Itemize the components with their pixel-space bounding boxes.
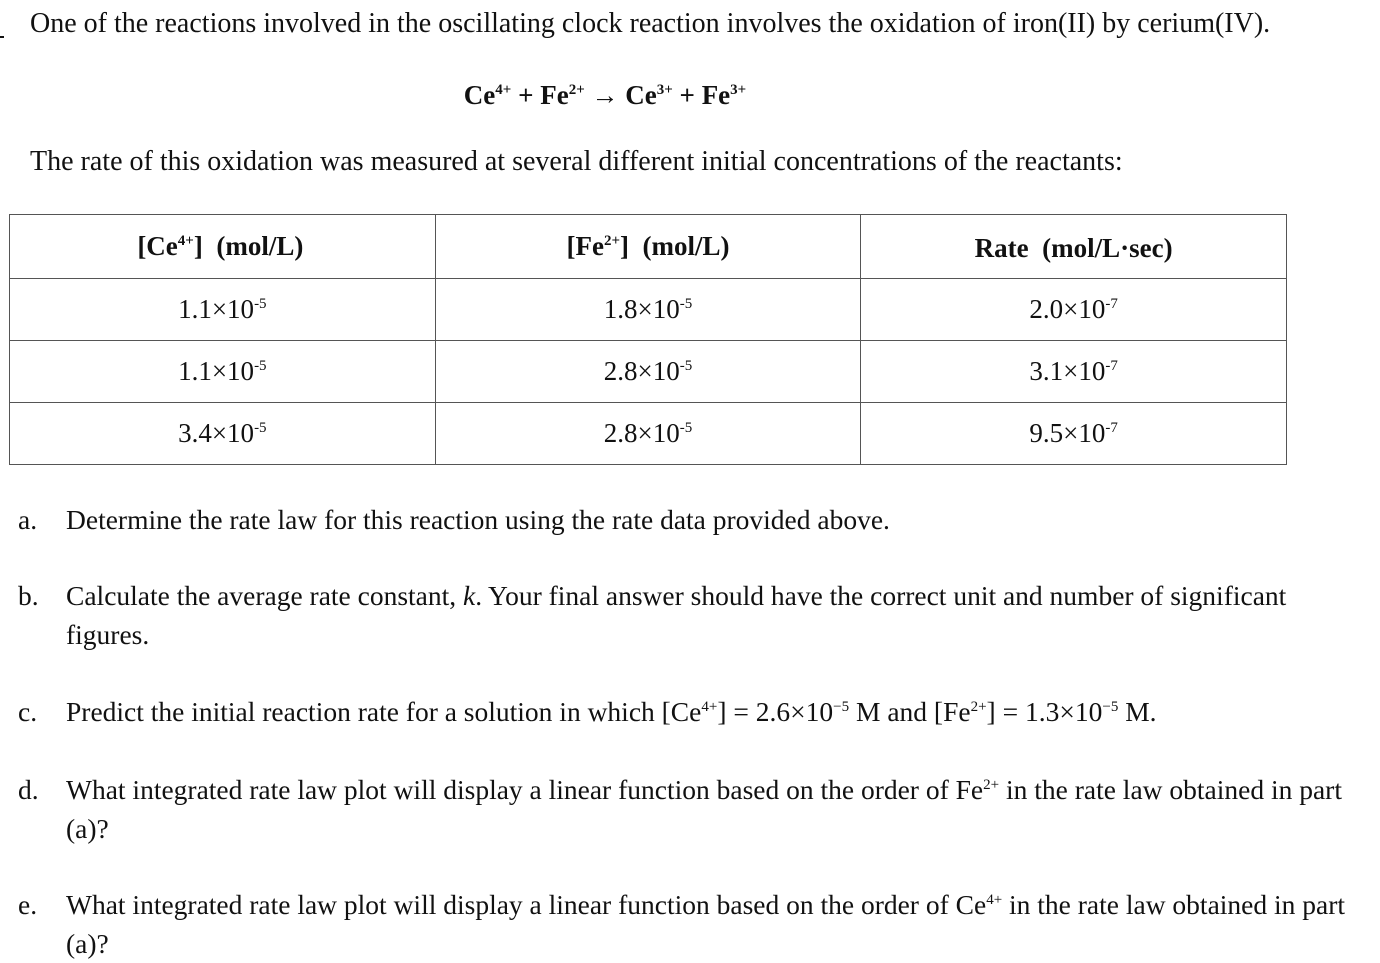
question-text [66, 576, 1366, 654]
question-text [66, 885, 1366, 963]
table-row [10, 341, 1287, 403]
cell-exponent: -5 [254, 296, 267, 312]
header-fe-concentration [435, 215, 861, 279]
question-sup: −5 [1102, 699, 1119, 715]
question-text-part: Predict the initial reaction rate for a solution in which [Ce [66, 696, 702, 727]
cell-mantissa: 3.4×10 [178, 418, 255, 448]
question-text-part: ] = 1.3×10 [986, 696, 1103, 727]
question-letter: d. [18, 774, 39, 805]
table-cell [861, 341, 1287, 403]
cell-mantissa: 1.8×10 [603, 294, 680, 324]
question-letter: b. [18, 580, 39, 611]
eq-product-1: Ce [625, 80, 657, 110]
question-text [66, 692, 1366, 731]
eq-arrow: → [584, 80, 626, 110]
eq-reactant-1-charge: 4+ [495, 82, 512, 98]
table-cell [861, 279, 1287, 341]
cell-mantissa: 3.1×10 [1029, 356, 1106, 386]
question-sup: 4+ [986, 892, 1003, 908]
cell-mantissa: 1.1×10 [178, 294, 255, 324]
table-cell [435, 279, 861, 341]
cell-mantissa: 1.1×10 [178, 356, 255, 386]
cell-exponent: -7 [1105, 358, 1118, 374]
rate-constant-symbol: k [463, 580, 476, 611]
question-text-part: What integrated rate law plot will display a linear function based on the order of Fe [66, 774, 984, 805]
table-cell [435, 341, 861, 403]
question-text [66, 770, 1366, 848]
cell-mantissa: 2.0×10 [1029, 294, 1106, 324]
header-text: [Fe [566, 231, 604, 261]
eq-product-2: Fe [701, 80, 731, 110]
page-mark [0, 36, 4, 38]
header-text: [Ce [137, 231, 178, 261]
header-text: Rate (mol/L·sec) [974, 233, 1173, 263]
cell-exponent: -5 [254, 358, 267, 374]
question-text: Determine the rate law for this reaction using the rate data provided above. [66, 504, 890, 535]
intro-text: One of the reactions involved in the oscillating clock reaction involves the oxidation of iron(II) by cerium(IV). [30, 8, 1271, 39]
question-text-part: in the rate law obtained in part (a)? [66, 774, 1349, 844]
cell-exponent: -5 [679, 420, 693, 436]
question-letter: e. [18, 889, 38, 920]
question-text-part: What integrated rate law plot will display a linear function based on the order of Ce [66, 889, 987, 920]
header-sup: 4+ [177, 233, 194, 249]
table-cell [435, 403, 861, 465]
question-letter: c. [18, 696, 38, 727]
question-text-part: M and [Fe [849, 696, 971, 727]
cell-mantissa: 9.5×10 [1029, 418, 1106, 448]
cell-exponent: -7 [1105, 420, 1118, 436]
question-sup: 2+ [983, 777, 1000, 793]
question-text-part: . Your final answer should have the correct unit and number of significant figures. [66, 580, 1294, 650]
question-text-part: Calculate the average rate constant, [66, 580, 464, 611]
table-cell [10, 341, 436, 403]
question-sup: −5 [833, 699, 850, 715]
rate-data-table [9, 214, 1287, 465]
eq-plus-2: + [672, 80, 702, 110]
eq-product-1-charge: 3+ [656, 82, 673, 98]
cell-exponent: -5 [679, 296, 693, 312]
question-sup: 2+ [970, 699, 987, 715]
eq-product-2-charge: 3+ [730, 82, 747, 98]
header-text: ] (mol/L) [620, 231, 730, 261]
question-text-part: in the rate law obtained in part (a)? [66, 889, 1352, 959]
rate-intro-text: The rate of this oxidation was measured at several different initial concentrations of the reactants: [30, 146, 1123, 177]
table-cell [861, 403, 1287, 465]
table-header-row [10, 215, 1287, 279]
header-ce-concentration [10, 215, 436, 279]
question-letter: a. [18, 504, 38, 535]
table-cell [10, 403, 436, 465]
cell-exponent: -5 [254, 420, 267, 436]
table-row [10, 279, 1287, 341]
table-row [10, 403, 1287, 465]
header-rate [861, 215, 1287, 279]
header-text: ] (mol/L) [193, 231, 304, 261]
eq-reactant-2-charge: 2+ [568, 82, 585, 98]
eq-reactant-1: Ce [463, 80, 496, 110]
question-text-part: ] = 2.6×10 [717, 696, 834, 727]
table-cell [10, 279, 436, 341]
cell-mantissa: 2.8×10 [603, 356, 680, 386]
header-sup: 2+ [603, 233, 620, 249]
question-sup: 4+ [701, 699, 718, 715]
cell-mantissa: 2.8×10 [603, 418, 680, 448]
eq-reactant-2: Fe [540, 80, 569, 110]
cell-exponent: -5 [679, 358, 693, 374]
eq-plus-1: + [511, 80, 541, 110]
cell-exponent: -7 [1105, 296, 1118, 312]
reaction-equation [0, 80, 1210, 111]
question-text-part: M. [1118, 696, 1157, 727]
